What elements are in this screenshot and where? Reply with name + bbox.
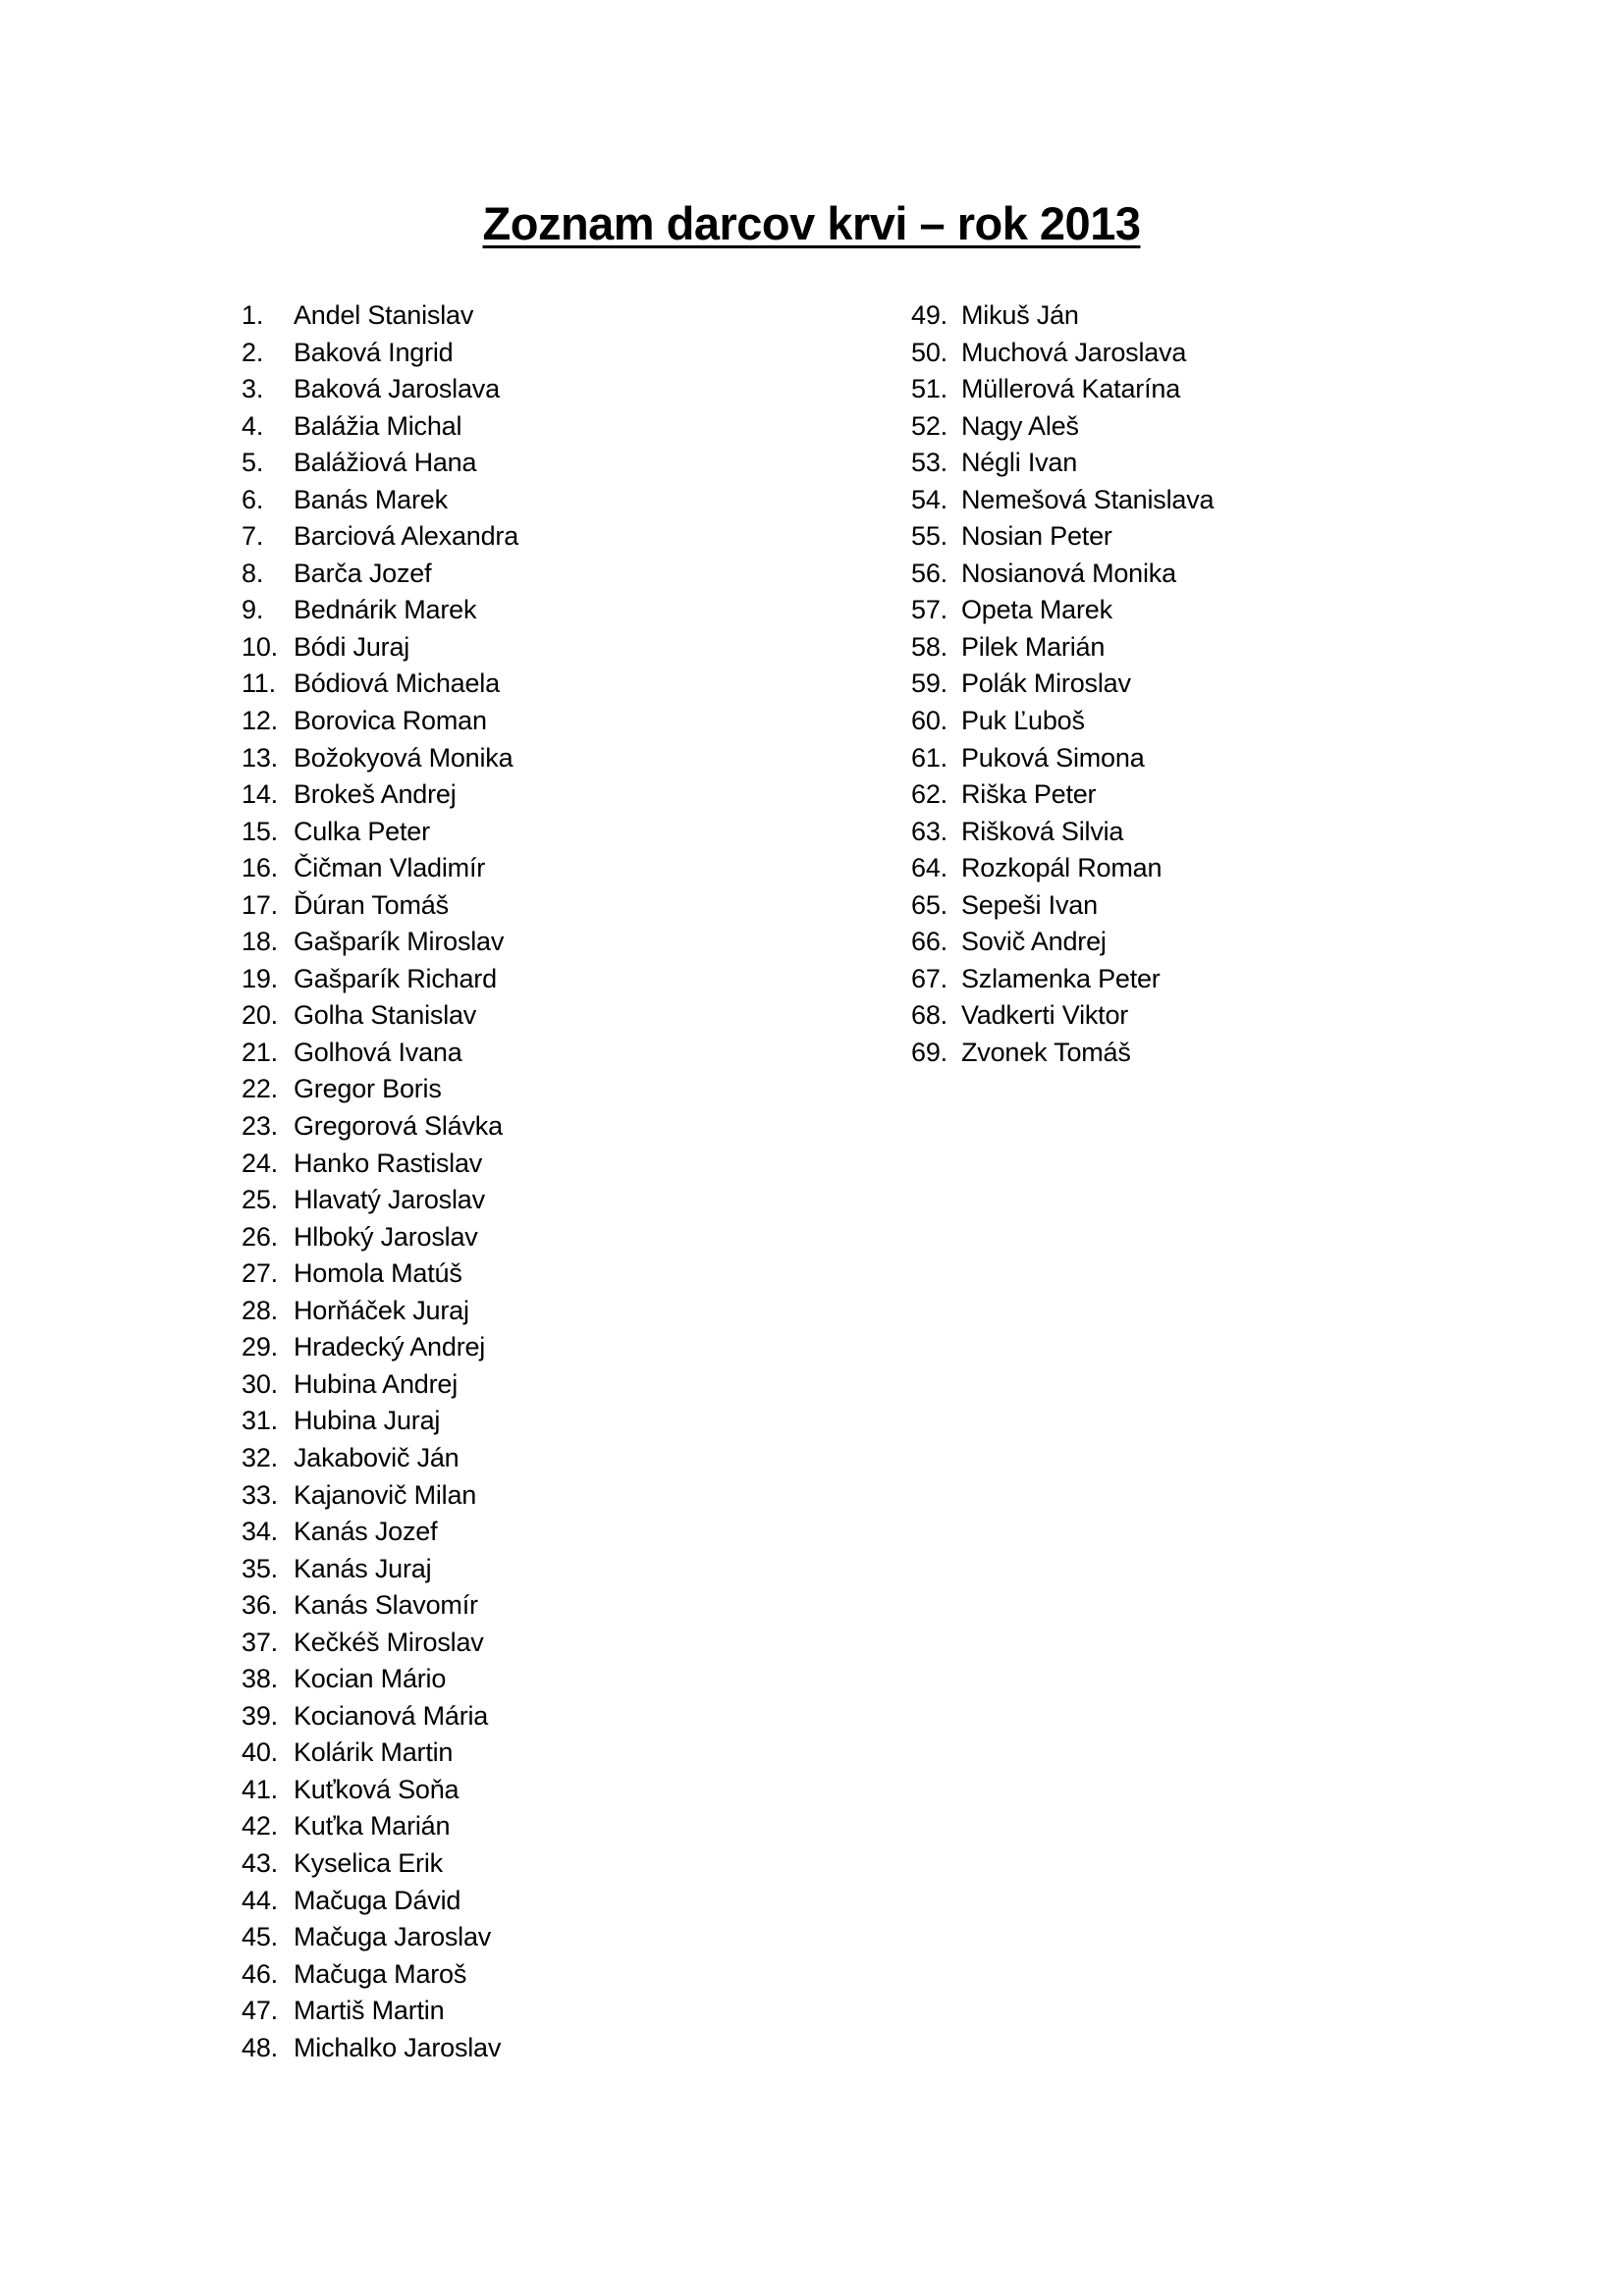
donor-list-item — [242, 297, 518, 335]
donor-number: 59. — [911, 668, 947, 699]
donor-list-item — [911, 703, 1214, 740]
donor-number: 57. — [911, 595, 947, 625]
donor-number: 54. — [911, 484, 947, 514]
donor-list-item — [242, 997, 518, 1035]
donor-name: Nosianová Monika — [961, 558, 1176, 588]
donor-list-item — [911, 997, 1214, 1035]
donor-number: 67. — [911, 963, 947, 993]
donor-list-item — [911, 482, 1214, 519]
donor-name: Kuťka Marián — [294, 1811, 451, 1842]
donor-list-item — [911, 297, 1214, 335]
donor-list-item — [242, 666, 518, 703]
donor-number: 11. — [242, 668, 276, 699]
donor-number: 19. — [242, 963, 278, 993]
donor-name: Hubina Andrej — [294, 1368, 459, 1399]
donor-number: 53. — [911, 448, 947, 478]
donor-name: Nemešová Stanislava — [961, 484, 1215, 514]
donor-list-item — [242, 1919, 518, 1956]
donor-number: 39. — [242, 1700, 278, 1731]
donor-list-item — [242, 1698, 518, 1735]
donor-name: Rišková Silvia — [961, 816, 1124, 846]
donor-list-item — [242, 1146, 518, 1183]
donor-number: 23. — [242, 1111, 278, 1142]
donor-number: 32. — [242, 1442, 278, 1472]
donor-number: 63. — [911, 816, 947, 846]
donor-name: Hubina Juraj — [294, 1406, 441, 1436]
donor-name: Zvonek Tomáš — [961, 1037, 1131, 1067]
donor-number: 36. — [242, 1590, 278, 1621]
donor-name: Baková Jaroslava — [294, 374, 500, 404]
donor-list-item — [911, 961, 1214, 998]
donor-list-item — [242, 1772, 518, 1809]
donor-list-item — [911, 1035, 1214, 1072]
donor-name: Gregor Boris — [294, 1074, 442, 1104]
donor-number: 69. — [911, 1037, 947, 1067]
donor-number: 16. — [242, 853, 278, 883]
donor-number: 38. — [242, 1664, 278, 1694]
donor-list-item — [242, 1808, 518, 1845]
donor-name: Riška Peter — [961, 779, 1097, 810]
donor-name: Bódi Juraj — [294, 631, 410, 662]
donor-number: 12. — [242, 706, 278, 736]
donor-list-item — [911, 556, 1214, 593]
donor-name: Hlavatý Jaroslav — [294, 1185, 485, 1215]
donor-name: Čičman Vladimír — [294, 853, 486, 883]
donor-name: Polák Miroslav — [961, 668, 1131, 699]
donor-name: Négli Ivan — [961, 448, 1078, 478]
donor-number: 37. — [242, 1627, 278, 1657]
donor-number: 42. — [242, 1811, 278, 1842]
donor-list-item — [911, 592, 1214, 629]
donor-number: 29. — [242, 1332, 278, 1362]
donor-list-item — [242, 1845, 518, 1883]
donor-number: 22. — [242, 1074, 278, 1104]
donor-list-item — [242, 924, 518, 961]
donor-number: 24. — [242, 1148, 278, 1178]
document-title: Zoznam darcov krvi – rok 2013 — [482, 197, 1141, 249]
donor-list-item — [242, 1219, 518, 1256]
donor-list-item — [242, 1883, 518, 1920]
donor-name: Kuťková Soňa — [294, 1774, 460, 1804]
donor-name: Kocian Mário — [294, 1664, 447, 1694]
donor-name: Kanás Slavomír — [294, 1590, 478, 1621]
donor-number: 68. — [911, 1000, 947, 1031]
donor-number: 26. — [242, 1221, 278, 1252]
donor-list-item — [911, 371, 1214, 408]
donor-list-item — [242, 335, 518, 372]
donor-list-item — [242, 703, 518, 740]
donor-name: Ďúran Tomáš — [294, 889, 449, 920]
donor-name: Gregorová Slávka — [294, 1111, 503, 1142]
donor-name: Kolárik Martin — [294, 1737, 454, 1768]
donor-name: Borovica Roman — [294, 706, 487, 736]
donor-number: 1. — [242, 300, 264, 330]
donor-list-item — [242, 592, 518, 629]
donor-name: Barča Jozef — [294, 558, 432, 588]
donor-name: Mačuga Maroš — [294, 1958, 467, 1989]
donor-number: 47. — [242, 1996, 278, 2026]
donor-name: Kečkéš Miroslav — [294, 1627, 484, 1657]
donor-number: 2. — [242, 337, 264, 367]
donor-name: Mikuš Ján — [961, 300, 1079, 330]
donor-name: Müllerová Katarína — [961, 374, 1181, 404]
donor-number: 18. — [242, 927, 278, 957]
donor-number: 49. — [911, 300, 947, 330]
donor-number: 60. — [911, 706, 947, 736]
donor-number: 58. — [911, 631, 947, 662]
donor-number: 34. — [242, 1517, 278, 1547]
donor-number: 55. — [911, 521, 947, 552]
donor-number: 6. — [242, 484, 264, 514]
donor-number: 41. — [242, 1774, 278, 1804]
donor-number: 15. — [242, 816, 278, 846]
donor-list-item — [242, 482, 518, 519]
donor-name: Homola Matúš — [294, 1258, 462, 1289]
donor-number: 66. — [911, 927, 947, 957]
donor-number: 30. — [242, 1368, 278, 1399]
donor-list-item — [911, 776, 1214, 814]
donor-number: 44. — [242, 1885, 278, 1915]
donor-list-item — [242, 1477, 518, 1515]
donor-number: 48. — [242, 2032, 278, 2062]
donor-list-item — [242, 1108, 518, 1146]
donor-number: 25. — [242, 1185, 278, 1215]
donor-name: Puková Simona — [961, 742, 1145, 773]
donor-list-item — [242, 850, 518, 887]
donor-name: Martiš Martin — [294, 1996, 445, 2026]
donor-number: 56. — [911, 558, 947, 588]
donor-name: Nagy Aleš — [961, 410, 1079, 441]
donor-name: Andel Stanislav — [294, 300, 474, 330]
donor-list-item — [242, 371, 518, 408]
donor-number: 31. — [242, 1406, 278, 1436]
donor-number: 21. — [242, 1037, 278, 1067]
donor-name: Hanko Rastislav — [294, 1148, 483, 1178]
donor-list-item — [911, 850, 1214, 887]
donor-number: 35. — [242, 1553, 278, 1583]
donor-name: Muchová Jaroslava — [961, 337, 1187, 367]
donor-list-item — [242, 887, 518, 925]
donor-list-item — [242, 629, 518, 667]
donor-number: 10. — [242, 631, 278, 662]
donor-list-item — [911, 335, 1214, 372]
donor-name: Pilek Marián — [961, 631, 1106, 662]
donor-name: Sepeši Ivan — [961, 889, 1098, 920]
donor-name: Mačuga Jaroslav — [294, 1922, 492, 1952]
donor-list-item — [242, 1735, 518, 1772]
donor-list-item — [911, 518, 1214, 556]
donor-name: Gašparík Richard — [294, 963, 497, 993]
donor-list-item — [911, 887, 1214, 925]
donor-number: 45. — [242, 1922, 278, 1952]
donor-name: Jakabovič Ján — [294, 1442, 460, 1472]
donor-name: Brokeš Andrej — [294, 779, 457, 810]
donor-name: Mačuga Dávid — [294, 1885, 461, 1915]
donor-list-item — [242, 1255, 518, 1293]
donor-number: 40. — [242, 1737, 278, 1768]
donor-name: Barciová Alexandra — [294, 521, 519, 552]
donor-number: 7. — [242, 521, 264, 552]
donor-name: Culka Peter — [294, 816, 430, 846]
donor-list-item — [242, 1661, 518, 1698]
donor-number: 52. — [911, 410, 947, 441]
donor-list-left-column — [242, 297, 518, 2066]
donor-list-item — [242, 1587, 518, 1625]
donor-list-item — [242, 1403, 518, 1440]
donor-number: 20. — [242, 1000, 278, 1031]
donor-list-item — [911, 629, 1214, 667]
donor-name: Balážia Michal — [294, 410, 462, 441]
donor-number: 33. — [242, 1479, 278, 1510]
donor-name: Balážiová Hana — [294, 448, 477, 478]
donor-list-item — [242, 1551, 518, 1588]
donor-list-item — [242, 1993, 518, 2030]
donor-name: Hlboký Jaroslav — [294, 1221, 478, 1252]
donor-name: Puk Ľuboš — [961, 706, 1085, 736]
donor-number: 4. — [242, 410, 264, 441]
donor-list-item — [911, 445, 1214, 482]
donor-list-item — [242, 1440, 518, 1477]
donor-list-item — [242, 556, 518, 593]
donor-list-right-column — [911, 297, 1214, 1071]
donor-number: 14. — [242, 779, 278, 810]
donor-list-item — [242, 518, 518, 556]
donor-list-item — [242, 1182, 518, 1219]
donor-name: Bódiová Michaela — [294, 668, 500, 699]
donor-list-item — [242, 1625, 518, 1662]
donor-name: Gašparík Miroslav — [294, 927, 505, 957]
donor-number: 50. — [911, 337, 947, 367]
donor-list-item — [911, 924, 1214, 961]
donor-list-item — [242, 1956, 518, 1994]
donor-number: 65. — [911, 889, 947, 920]
donor-number: 64. — [911, 853, 947, 883]
donor-number: 5. — [242, 448, 264, 478]
donor-number: 3. — [242, 374, 264, 404]
donor-name: Banás Marek — [294, 484, 448, 514]
donor-list-item — [911, 408, 1214, 446]
donor-list-item — [242, 1293, 518, 1330]
donor-name: Opeta Marek — [961, 595, 1112, 625]
donor-name: Kajanovič Milan — [294, 1479, 477, 1510]
donor-name: Sovič Andrej — [961, 927, 1107, 957]
donor-list-item — [242, 740, 518, 777]
donor-name: Golha Stanislav — [294, 1000, 477, 1031]
donor-list-item — [242, 1329, 518, 1366]
donor-name: Michalko Jaroslav — [294, 2032, 502, 2062]
donor-list-item — [242, 814, 518, 851]
donor-list-item — [242, 1071, 518, 1108]
donor-number: 46. — [242, 1958, 278, 1989]
donor-name: Bednárik Marek — [294, 595, 477, 625]
donor-list-item — [242, 408, 518, 446]
donor-name: Kocianová Mária — [294, 1700, 489, 1731]
donor-number: 28. — [242, 1295, 278, 1325]
donor-name: Nosian Peter — [961, 521, 1112, 552]
donor-name: Rozkopál Roman — [961, 853, 1163, 883]
donor-list-item — [242, 1035, 518, 1072]
donor-number: 27. — [242, 1258, 278, 1289]
donor-list-item — [242, 776, 518, 814]
donor-name: Baková Ingrid — [294, 337, 454, 367]
donor-number: 13. — [242, 742, 278, 773]
donor-number: 9. — [242, 595, 264, 625]
donor-list-item — [242, 1514, 518, 1551]
donor-name: Golhová Ivana — [294, 1037, 462, 1067]
donor-name: Kanás Jozef — [294, 1517, 438, 1547]
donor-list-item — [242, 2030, 518, 2067]
donor-list-item — [911, 666, 1214, 703]
donor-number: 61. — [911, 742, 947, 773]
donor-list-item — [242, 961, 518, 998]
donor-list-item — [911, 814, 1214, 851]
donor-name: Kanás Juraj — [294, 1553, 432, 1583]
donor-number: 62. — [911, 779, 947, 810]
donor-number: 43. — [242, 1847, 278, 1878]
donor-name: Božokyová Monika — [294, 742, 514, 773]
donor-name: Vadkerti Viktor — [961, 1000, 1129, 1031]
donor-list-item — [242, 445, 518, 482]
donor-name: Szlamenka Peter — [961, 963, 1161, 993]
donor-number: 8. — [242, 558, 264, 588]
donor-number: 51. — [911, 374, 947, 404]
donor-list-item — [242, 1366, 518, 1404]
donor-number: 17. — [242, 889, 278, 920]
donor-name: Kyselica Erik — [294, 1847, 443, 1878]
donor-list-item — [911, 740, 1214, 777]
donor-name: Horňáček Juraj — [294, 1295, 469, 1325]
donor-name: Hradecký Andrej — [294, 1332, 486, 1362]
